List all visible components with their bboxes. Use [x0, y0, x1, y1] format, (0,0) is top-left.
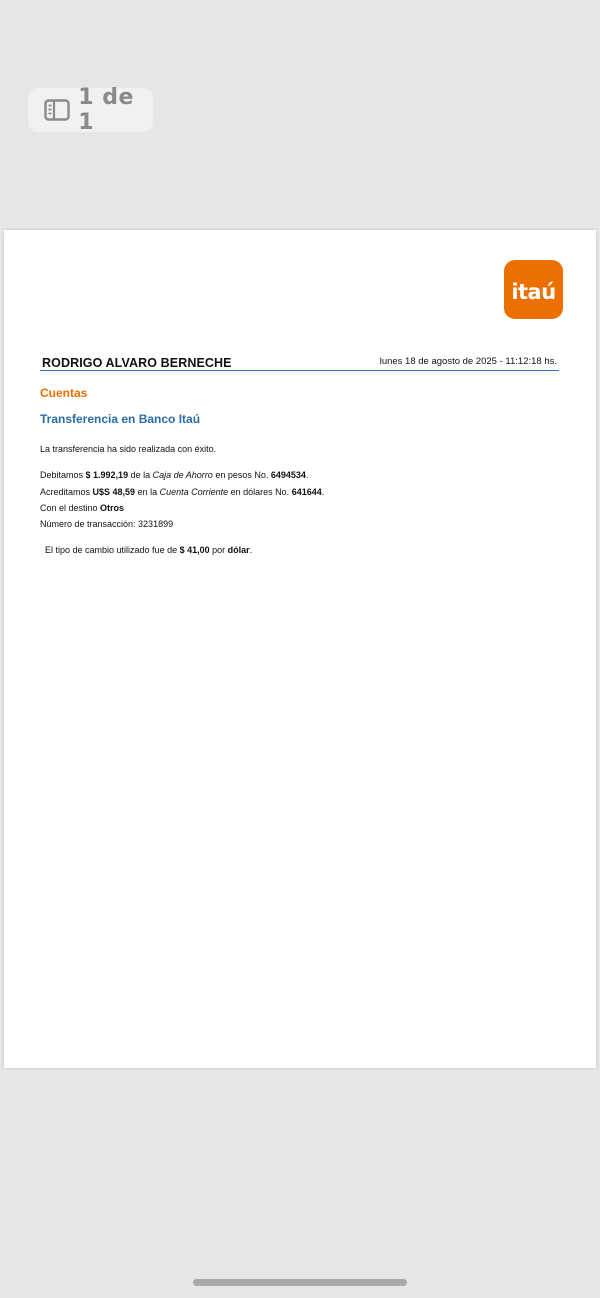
client-name: RODRIGO ALVARO BERNECHE	[42, 356, 232, 370]
subsection-title: Transferencia en Banco Itaú	[40, 412, 201, 426]
destination-prefix: Con el destino	[40, 503, 101, 513]
home-indicator[interactable]	[193, 1279, 407, 1286]
sidebar-icon	[44, 98, 70, 122]
transaction-number: Número de transacción: 3231899	[40, 519, 174, 529]
exchange-currency: dólar	[227, 545, 250, 555]
debit-suffix: en pesos No.	[212, 470, 271, 480]
destination-value: Otros	[100, 503, 125, 513]
section-title: Cuentas	[40, 386, 88, 400]
credit-end: .	[321, 487, 325, 497]
document-page	[4, 230, 596, 1068]
debit-prefix: Debitamos	[40, 470, 86, 480]
confirmation-text: La transferencia ha sido realizada con éxito.	[40, 444, 217, 454]
logo-text: itaú	[511, 279, 556, 304]
destination-line	[40, 503, 124, 513]
exchange-rate-line	[45, 545, 252, 555]
document-header	[40, 356, 559, 371]
debit-account-type: Caja de Ahorro	[152, 470, 213, 480]
credit-line	[40, 487, 324, 497]
exchange-prefix: El tipo de cambio utilizado fue de	[45, 545, 180, 555]
transaction-datetime: lunes 18 de agosto de 2025 - 11:12:18 hs.	[379, 356, 557, 367]
credit-account-number: 641644	[291, 487, 322, 497]
debit-account-number: 6494534	[270, 470, 306, 480]
page-indicator-badge[interactable]	[28, 85, 153, 135]
credit-suffix: en dólares No.	[228, 487, 292, 497]
exchange-middle: por	[209, 545, 228, 555]
credit-middle: en la	[135, 487, 160, 497]
exchange-rate: $ 41,00	[179, 545, 210, 555]
debit-middle: de la	[128, 470, 153, 480]
credit-account-type: Cuenta Corriente	[159, 487, 229, 497]
itau-logo	[504, 260, 563, 319]
page-indicator-text: 1 de 1	[78, 85, 134, 135]
debit-end: .	[305, 470, 309, 480]
debit-line	[40, 470, 308, 480]
debit-amount: $ 1.992,19	[85, 470, 129, 480]
credit-prefix: Acreditamos	[40, 487, 93, 497]
exchange-end: .	[249, 545, 253, 555]
credit-amount: U$S 48,59	[92, 487, 136, 497]
